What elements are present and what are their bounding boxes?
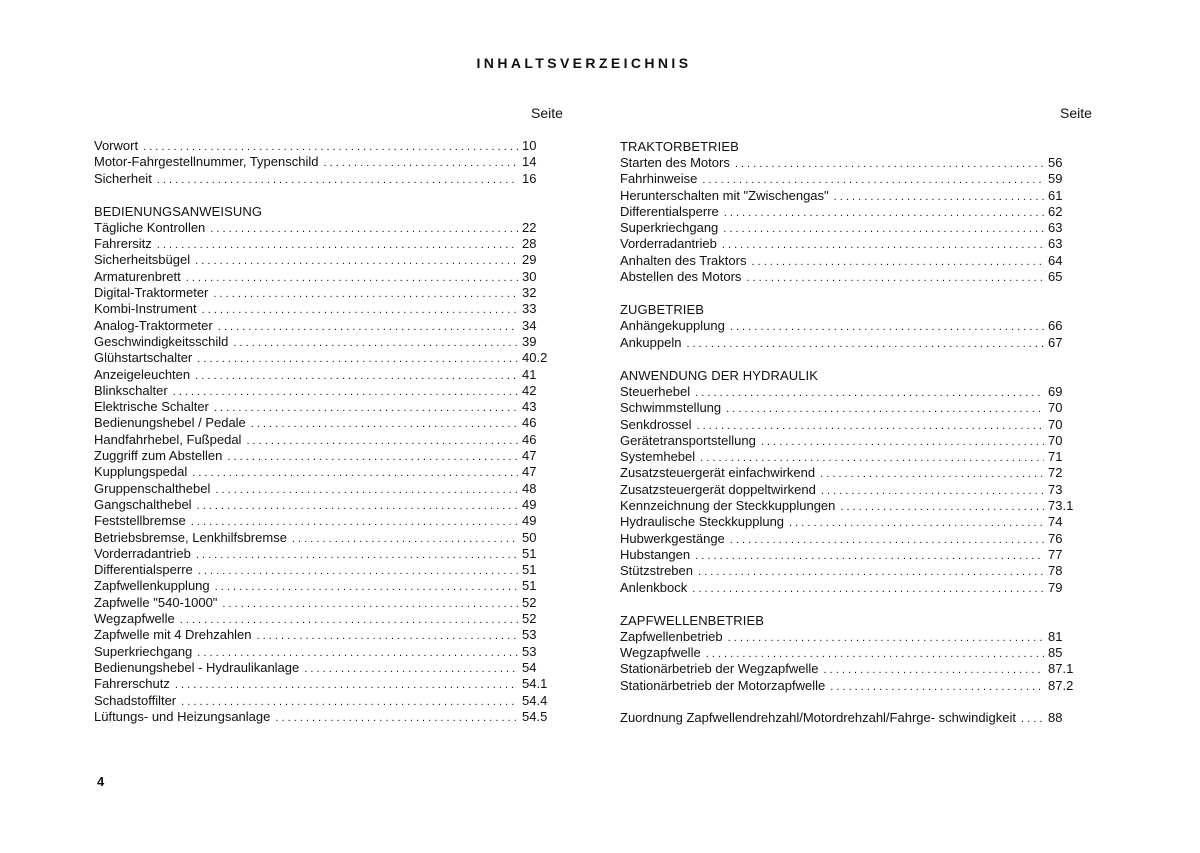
entry-label: Starten des Motors [620,155,730,170]
dot-leader [840,500,1044,514]
dot-leader [192,466,518,480]
dot-leader [834,190,1044,204]
entry-page: 14 [522,154,537,170]
entry-label: Ankuppeln [620,334,682,350]
entry-label: Superkriechgang [94,643,193,659]
entry-label: Hubwerkgestänge [620,530,725,546]
dot-leader [195,369,518,383]
entry-page: 53 [522,643,537,659]
entry-page: 54 [522,659,537,675]
entry-page: 52 [522,594,537,610]
entry-page: 22 [522,219,537,235]
dot-leader [304,662,518,676]
dot-leader [292,532,518,546]
entry-page: 61 [1048,187,1063,203]
entry-label: Anhalten des Traktors [620,252,747,268]
entry-page: 54.4 [522,692,548,708]
toc-entry [620,563,1088,579]
entry-label: Vorderradantrieb [94,545,191,561]
toc-entry [620,269,1088,285]
entry-page: 42 [522,382,537,398]
toc-entry [94,415,562,431]
entry-page: 56 [1048,155,1063,170]
toc-entry [94,660,562,676]
dot-leader [215,580,518,594]
toc-entry [94,481,562,497]
entry-label: Hubstangen [620,546,691,562]
entry-page: 65 [1048,269,1063,285]
entry-label: Anlenkbock [620,579,688,595]
toc-entry [94,334,562,350]
toc-entry [620,629,1088,645]
entry-label: Zuordnung Zapfwellendrehzahl/Motordrehzahl/Fahrge- schwindigkeit [620,710,1016,726]
entry-label: Gangschalthebel [94,496,192,512]
entry-page: 88 [1048,709,1063,725]
dot-leader [724,206,1044,220]
dot-leader [196,548,518,562]
entry-page: 28 [522,236,537,252]
toc-entry [620,580,1088,596]
dot-leader [186,271,518,285]
entry-label: Superkriechgang [620,220,719,236]
dot-leader [143,140,518,154]
dot-leader [197,352,518,366]
toc-entry [620,253,1088,269]
toc-entry [620,204,1088,220]
entry-label: Zapfwellenbetrieb [620,628,723,644]
toc-entry [620,417,1088,433]
toc-entry [94,611,562,627]
toc-entry [620,335,1088,351]
toc-entry [94,644,562,660]
entry-label: Bedienungshebel - Hydraulikanlage [94,659,300,675]
entry-label: Zapfwelle "540-1000" [94,594,218,610]
dot-leader [275,711,518,725]
dot-leader [157,238,518,252]
entry-page: 62 [1048,203,1063,219]
entry-label: Lüftungs- und Heizungsanlage [94,708,271,724]
toc-entry [94,236,562,252]
toc-entry [94,171,562,187]
toc-entry [94,383,562,399]
entry-page: 49 [522,496,537,512]
entry-page: 70 [1048,416,1063,432]
entry-label: Fahrersitz [94,236,152,252]
entry-page: 46 [522,415,537,431]
toc-entry [620,171,1088,187]
entry-label: Digital-Traktormeter [94,285,209,301]
entry-label: Bedienungshebel / Pedale [94,415,246,431]
toc-entry [94,595,562,611]
toc-entry [94,138,562,154]
dot-leader [746,271,1044,285]
toc-entry [620,236,1088,252]
dot-leader [695,386,1044,400]
entry-label: Elektrische Schalter [94,399,209,415]
entry-page: 77 [1048,546,1063,562]
entry-page: 81 [1048,628,1063,644]
entry-page: 16 [522,170,537,186]
entry-page: 32 [522,285,537,301]
toc-entry [620,547,1088,563]
dot-leader [692,582,1044,596]
toc-entry [94,285,562,301]
entry-label: Stützstreben [620,563,693,579]
entry-page: 70 [1048,432,1063,448]
toc-entry [620,449,1088,465]
section-heading: ZUGBETRIEB [620,302,705,318]
entry-label: Abstellen des Motors [620,269,742,285]
toc-entry [620,433,1088,449]
entry-page: 73 [1048,481,1063,497]
entry-page: 74 [1048,514,1063,530]
entry-label: Schwimmstellung [620,400,722,416]
dot-leader [697,419,1044,433]
entry-label: Sicherheit [94,170,152,186]
entry-page: 59 [1048,171,1063,187]
dot-leader [820,467,1044,481]
dot-leader [761,435,1044,449]
entry-page: 87.1 [1048,661,1074,677]
toc-entry [94,350,562,366]
entry-label: Schadstoffilter [94,692,177,708]
entry-label: Vorderradantrieb [620,236,717,252]
dot-leader [251,417,518,431]
entry-label: Fahrerschutz [94,676,170,692]
entry-page: 63 [1048,236,1063,252]
seite-label-right: Seite [1060,105,1092,121]
entry-label: Zuggriff zum Abstellen [94,448,223,464]
toc-entry [620,661,1088,677]
toc-entry [620,514,1088,530]
entry-page: 76 [1048,530,1063,546]
page-number: 4 [97,774,105,789]
dot-leader [702,173,1044,187]
dot-leader [195,254,518,268]
entry-label: Zapfwellenkupplung [94,578,210,594]
entry-label: Blinkschalter [94,382,168,398]
dot-leader [700,451,1044,465]
toc-entry [620,384,1088,400]
entry-page: 34 [522,317,537,333]
toc-entry [94,546,562,562]
toc-entry [94,432,562,448]
toc-entry [94,464,562,480]
dot-leader [197,646,518,660]
dot-leader [175,678,518,692]
entry-page: 51 [522,578,537,594]
entry-label: Glühstartschalter [94,350,193,366]
entry-label: Betriebsbremse, Lenkhilfsbremse [94,529,287,545]
dot-leader [723,222,1044,236]
toc-title: INHALTSVERZEICHNIS [476,55,692,71]
entry-label: Systemhebel [620,449,696,465]
entry-label: Kombi-Instrument [94,301,197,317]
dot-leader [214,401,518,415]
toc-section [620,351,1088,596]
entry-page: 10 [522,138,537,153]
entry-page: 43 [522,399,537,415]
toc-entry [620,400,1088,416]
dot-leader [173,385,518,399]
toc-entry [94,220,562,236]
dot-leader [233,336,518,350]
entry-label: Wegzapfwelle [94,611,175,627]
entry-page: 54.5 [522,708,548,724]
dot-leader [789,516,1044,530]
dot-leader [257,629,518,643]
dot-leader [181,695,518,709]
toc-entry [94,154,562,170]
entry-label: Vorwort [94,138,139,153]
entry-page: 47 [522,448,537,464]
toc-entry [94,530,562,546]
entry-label: Geschwindigkeitsschild [94,333,229,349]
dot-leader [830,680,1044,694]
dot-leader [722,238,1044,252]
toc-entry [94,513,562,529]
entry-label: Wegzapfwelle [620,645,701,661]
toc-entry [94,318,562,334]
toc-entry [620,188,1088,204]
toc-entry [94,693,562,709]
entry-label: Kupplungspedal [94,464,188,480]
dot-leader [180,613,518,627]
dot-leader [751,255,1044,269]
entry-label: Zusatzsteuergerät doppeltwirkend [620,481,816,497]
dot-leader [210,222,518,236]
entry-label: Gruppenschalthebel [94,480,211,496]
section-heading: TRAKTORBETRIEB [620,139,739,154]
dot-leader [698,565,1044,579]
toc-entry [94,627,562,643]
entry-label: Differentialsperre [94,562,193,578]
dot-leader [215,483,518,497]
entry-label: Motor-Fahrgestellnummer, Typenschild [94,154,319,170]
toc-entry [94,448,562,464]
toc-entry [94,497,562,513]
entry-label: Stationärbetrieb der Wegzapfwelle [620,661,819,677]
entry-label: Anhängekupplung [620,318,725,334]
dot-leader [246,434,518,448]
entry-page: 70 [1048,400,1063,416]
toc-entry [620,498,1088,514]
dot-leader [213,287,518,301]
entry-page: 73.1 [1048,498,1074,514]
entry-page: 71 [1048,449,1063,465]
dot-leader [202,303,518,317]
toc-entry [94,367,562,383]
section-heading: ZAPFWELLENBETRIEB [620,612,765,628]
entry-page: 29 [522,252,537,268]
entry-page: 69 [1048,383,1063,399]
toc-entry [620,645,1088,661]
toc-section [620,285,1088,351]
entry-page: 30 [522,268,537,284]
dot-leader [686,337,1044,351]
dot-leader [198,564,518,578]
section-heading: BEDIENUNGSANWEISUNG [94,203,263,219]
entry-page: 53 [522,627,537,643]
entry-page: 85 [1048,645,1063,661]
entry-label: Zusatzsteuergerät einfachwirkend [620,465,816,481]
entry-label: Differentialsperre [620,203,719,219]
toc-entry [94,562,562,578]
toc-entry [94,399,562,415]
toc-section [94,187,562,725]
entry-label: Kennzeichnung der Steckkupplungen [620,498,836,514]
entry-label: Herunterschalten mit "Zwischengas" [620,187,829,203]
dot-leader [218,320,518,334]
toc-entry [94,252,562,268]
toc-entry [94,269,562,285]
entry-label: Senkdrossel [620,416,692,432]
entry-label: Feststellbremse [94,513,186,529]
toc-entry [620,155,1088,171]
entry-page: 50 [522,529,537,545]
dot-leader [730,533,1044,547]
dot-leader [695,549,1044,563]
entry-label: Gerätetransportstellung [620,432,756,448]
toc-entry [94,676,562,692]
entry-page: 67 [1048,334,1063,350]
dot-leader [821,484,1044,498]
entry-label: Fahrhinweise [620,171,698,187]
dot-leader [227,450,518,464]
entry-page: 51 [522,562,537,578]
entry-page: 54.1 [522,676,548,692]
entry-page: 39 [522,333,537,349]
dot-leader [197,499,518,513]
section-heading: ANWENDUNG DER HYDRAULIK [620,367,819,383]
dot-leader [323,156,518,170]
toc-entry [620,694,1088,726]
toc-entry [620,531,1088,547]
dot-leader [730,320,1044,334]
toc-section [620,138,1088,285]
entry-label: Analog-Traktormeter [94,317,213,333]
entry-page: 66 [1048,318,1063,334]
entry-page: 63 [1048,220,1063,236]
entry-page: 78 [1048,563,1063,579]
dot-leader [726,402,1044,416]
entry-page: 64 [1048,252,1063,268]
entry-label: Handfahrhebel, Fußpedal [94,431,242,447]
toc-entry [94,709,562,725]
dot-leader [728,631,1044,645]
dot-leader [157,173,518,187]
entry-page: 51 [522,545,537,561]
toc-entry [620,318,1088,334]
toc-section [94,138,562,187]
entry-page: 41 [522,366,537,382]
entry-label: Tägliche Kontrollen [94,219,206,235]
entry-label: Hydraulische Steckkupplung [620,514,785,530]
entry-label: Zapfwelle mit 4 Drehzahlen [94,627,252,643]
entry-label: Anzeigeleuchten [94,366,191,382]
entry-label: Sicherheitsbügel [94,252,191,268]
entry-label: Steuerhebel [620,383,691,399]
toc-entry [620,465,1088,481]
entry-page: 79 [1048,579,1063,595]
entry-page: 40.2 [522,350,548,366]
entry-page: 72 [1048,465,1063,481]
dot-leader [824,663,1045,677]
entry-page: 47 [522,464,537,480]
entry-page: 87.2 [1048,677,1074,693]
entry-label: Stationärbetrieb der Motorzapfwelle [620,677,826,693]
toc-entry [620,220,1088,236]
entry-label: Armaturenbrett [94,268,181,284]
entry-page: 52 [522,611,537,627]
toc-entry [94,301,562,317]
dot-leader [191,515,518,529]
entry-page: 46 [522,431,537,447]
dot-leader [1021,712,1044,726]
entry-page: 49 [522,513,537,529]
toc-entry [94,578,562,594]
dot-leader [222,597,518,611]
dot-leader [735,157,1044,171]
entry-page: 33 [522,301,537,317]
toc-column-left [94,138,562,725]
toc-column-right [620,138,1088,726]
toc-section [620,596,1088,726]
seite-label-left: Seite [531,105,563,121]
toc-entry [620,482,1088,498]
dot-leader [706,647,1044,661]
toc-entry [620,678,1088,694]
entry-page: 48 [522,480,537,496]
